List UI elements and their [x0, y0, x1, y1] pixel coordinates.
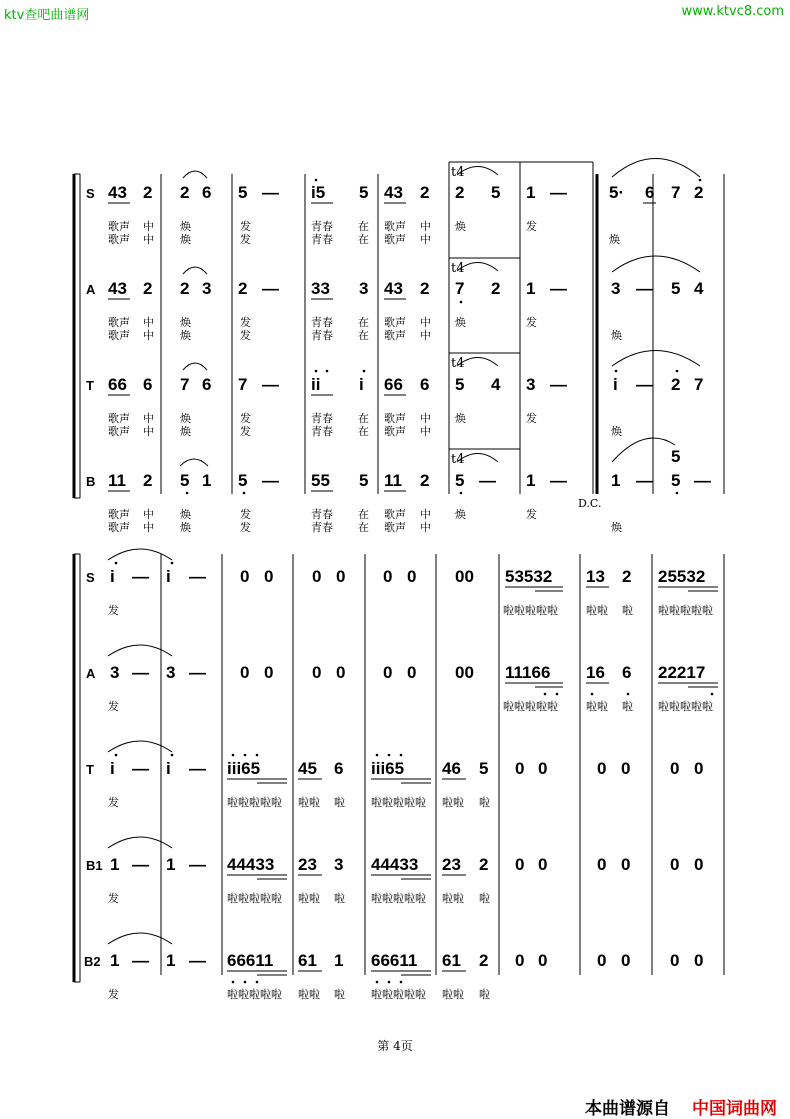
- note: —: [132, 951, 149, 970]
- note: 0: [538, 759, 548, 778]
- dc-marking: D.C.: [578, 497, 602, 510]
- note: 6: [622, 663, 632, 682]
- note: 5: [671, 279, 681, 298]
- note: 2: [479, 951, 489, 970]
- lyric: 发: [108, 893, 119, 905]
- note: 3: [526, 375, 536, 394]
- note: 2: [671, 375, 681, 394]
- lyric: 啦啦啦啦啦: [227, 893, 282, 905]
- lyric: 中: [143, 330, 154, 342]
- note: 5: [180, 471, 190, 490]
- note: 0: [597, 951, 607, 970]
- lyric: 啦啦: [586, 701, 608, 713]
- note: 0: [538, 951, 548, 970]
- note: 5: [491, 183, 501, 202]
- note: 3: [202, 279, 212, 298]
- note: 43: [384, 279, 403, 298]
- note: 33: [311, 279, 330, 298]
- note: 0: [383, 663, 393, 682]
- lyric: 发: [108, 701, 119, 713]
- lyric: 歌声: [384, 426, 406, 438]
- volta-marker: t4: [451, 356, 465, 371]
- note: 5: [455, 471, 465, 490]
- note: 3: [334, 855, 344, 874]
- note: 7: [671, 183, 681, 202]
- lyric: 发: [526, 221, 537, 233]
- lyric: 歌声: [384, 234, 406, 246]
- lyric: 啦啦: [298, 893, 320, 905]
- note: 1: [526, 183, 536, 202]
- source-site-name: 中国词曲网: [692, 1099, 777, 1119]
- note: 00: [455, 567, 474, 586]
- lyric: 焕: [455, 413, 466, 425]
- lyric: 焕: [180, 317, 191, 329]
- note: 2: [491, 279, 501, 298]
- note: 2: [455, 183, 465, 202]
- lyric: 中: [143, 234, 154, 246]
- lyric: 青春: [311, 234, 333, 246]
- note: 11: [108, 471, 126, 490]
- note: 0: [336, 567, 346, 586]
- note: 6: [202, 183, 212, 202]
- note: 43: [108, 183, 127, 202]
- note: 0: [515, 855, 525, 874]
- note: —: [550, 279, 567, 298]
- note: 46: [442, 759, 461, 778]
- note: 0: [621, 951, 631, 970]
- note: 66611: [227, 951, 274, 970]
- note: 45: [298, 759, 317, 778]
- lyric: 焕: [611, 522, 622, 534]
- note: 2: [143, 183, 153, 202]
- note: 1: [110, 951, 120, 970]
- voice-label: S: [86, 186, 95, 201]
- voice-label: A: [86, 282, 96, 297]
- note: 0: [240, 663, 250, 682]
- lyric: 青春: [311, 509, 333, 521]
- note: i: [166, 759, 171, 778]
- note: 2: [694, 183, 704, 202]
- lyric: 青春: [311, 413, 333, 425]
- note: iii65: [371, 759, 405, 778]
- note: —: [189, 663, 206, 682]
- lyric: 在: [358, 522, 369, 534]
- volta-marker: t4: [451, 452, 465, 467]
- lyric: 在: [358, 509, 369, 521]
- note: 0: [264, 663, 274, 682]
- lyric: 啦啦啦啦啦: [371, 797, 426, 809]
- note: —: [479, 471, 496, 490]
- note: 23: [442, 855, 461, 874]
- lyric: 发: [526, 317, 537, 329]
- note: i: [359, 375, 364, 394]
- lyric: 歌声: [384, 317, 406, 329]
- lyric: 歌声: [108, 426, 130, 438]
- note: —: [132, 759, 149, 778]
- note: 2: [143, 471, 153, 490]
- lyric: 啦啦啦啦啦: [371, 989, 426, 1001]
- lyric: 中: [143, 221, 154, 233]
- lyric: 焕: [611, 330, 622, 342]
- note: 55: [311, 471, 330, 490]
- note: 1: [611, 471, 621, 490]
- lyric: 发: [240, 221, 251, 233]
- note: 0: [407, 663, 417, 682]
- note: 66611: [371, 951, 418, 970]
- lyric: 青春: [311, 221, 333, 233]
- note: 0: [597, 759, 607, 778]
- note: 22217: [658, 663, 706, 682]
- lyric: 中: [420, 522, 431, 534]
- lyric: 中: [420, 221, 431, 233]
- note: 0: [264, 567, 274, 586]
- note: ii: [311, 375, 321, 394]
- lyric: 啦啦: [586, 605, 608, 617]
- note: 2: [238, 279, 248, 298]
- note: 2: [143, 279, 153, 298]
- lyric: 发: [108, 989, 119, 1001]
- note: 5: [238, 183, 248, 202]
- note: 0: [538, 855, 548, 874]
- note: 0: [383, 567, 393, 586]
- note: —: [636, 375, 653, 394]
- note: 6: [334, 759, 344, 778]
- note: 66: [384, 375, 403, 394]
- lyric: 发: [240, 330, 251, 342]
- lyric: 啦: [622, 701, 633, 713]
- note: i: [110, 567, 115, 586]
- note: 2: [420, 471, 430, 490]
- page-number: 第 4页: [377, 1039, 413, 1053]
- note: 43: [108, 279, 127, 298]
- lyric: 歌声: [108, 234, 130, 246]
- lyric: 啦啦啦啦啦: [658, 605, 713, 617]
- lyric: 发: [108, 605, 119, 617]
- note: 0: [670, 855, 680, 874]
- note: —: [189, 951, 206, 970]
- note: —: [262, 375, 279, 394]
- note: i: [613, 375, 618, 394]
- lyric: 在: [358, 413, 369, 425]
- lyric: 啦: [479, 893, 490, 905]
- note: 7: [455, 279, 465, 298]
- lyric: 啦啦啦啦啦: [371, 893, 426, 905]
- lyric: 焕: [609, 234, 620, 246]
- lyric: 焕: [180, 221, 191, 233]
- note: 5: [671, 447, 681, 466]
- lyric: 在: [358, 330, 369, 342]
- lyric: 发: [240, 413, 251, 425]
- note: 0: [240, 567, 250, 586]
- lyric: 在: [358, 234, 369, 246]
- note: 61: [442, 951, 461, 970]
- lyric: 歌声: [384, 330, 406, 342]
- note: 5: [359, 471, 369, 490]
- lyric: 焕: [455, 317, 466, 329]
- lyric: 歌声: [108, 522, 130, 534]
- note: 7: [238, 375, 248, 394]
- note: 5: [359, 183, 369, 202]
- note: 13: [586, 567, 605, 586]
- note: 0: [336, 663, 346, 682]
- note: 0: [670, 951, 680, 970]
- note: 53532: [505, 567, 553, 586]
- note: 11166: [505, 663, 551, 682]
- lyric: 发: [108, 797, 119, 809]
- volta-marker: t4: [451, 261, 465, 276]
- note: i5: [311, 183, 326, 202]
- note: 1: [526, 279, 536, 298]
- lyric: 发: [240, 234, 251, 246]
- note: 3: [359, 279, 369, 298]
- note: 5: [671, 471, 681, 490]
- lyric: 中: [143, 413, 154, 425]
- lyric: 歌声: [108, 509, 130, 521]
- note: 11: [384, 471, 402, 490]
- note: 6: [143, 375, 153, 394]
- lyric: 中: [143, 522, 154, 534]
- lyric: 啦: [622, 605, 633, 617]
- source-label: 本曲谱源自: [585, 1099, 670, 1119]
- note: 2: [420, 279, 430, 298]
- lyric: 在: [358, 221, 369, 233]
- lyric: 啦啦啦啦啦: [503, 701, 558, 713]
- lyric: 中: [420, 330, 431, 342]
- lyric: 啦啦: [298, 989, 320, 1001]
- note: —: [132, 663, 149, 682]
- lyric: 焕: [455, 509, 466, 521]
- lyric: 发: [526, 509, 537, 521]
- note: 1: [202, 471, 212, 490]
- lyric: 青春: [311, 522, 333, 534]
- note: 2: [479, 855, 489, 874]
- note: 5: [238, 471, 248, 490]
- lyric: 歌声: [108, 330, 130, 342]
- note: 0: [407, 567, 417, 586]
- note: 1: [166, 855, 176, 874]
- lyric: 歌声: [384, 509, 406, 521]
- note: 0: [694, 951, 704, 970]
- lyric: 发: [240, 426, 251, 438]
- note: 44433: [227, 855, 275, 874]
- lyric: 发: [240, 522, 251, 534]
- note: 2: [180, 183, 190, 202]
- lyric: 中: [143, 509, 154, 521]
- note: 6: [202, 375, 212, 394]
- note: —: [262, 471, 279, 490]
- lyric: 发: [240, 509, 251, 521]
- note: 5: [479, 759, 489, 778]
- note: 7: [694, 375, 704, 394]
- note: 25532: [658, 567, 706, 586]
- note: i: [110, 759, 115, 778]
- note: iii65: [227, 759, 261, 778]
- lyric: 青春: [311, 317, 333, 329]
- note: 0: [621, 759, 631, 778]
- note: 0: [621, 855, 631, 874]
- note: 3: [166, 663, 176, 682]
- lyric: 中: [420, 317, 431, 329]
- voice-label: T: [86, 378, 94, 393]
- lyric: 焕: [180, 413, 191, 425]
- lyric: 啦啦啦啦啦: [503, 605, 558, 617]
- lyric: 啦: [479, 797, 490, 809]
- lyric: 啦啦啦啦啦: [227, 797, 282, 809]
- note: 5: [455, 375, 465, 394]
- voice-label: B1: [86, 858, 103, 873]
- voice-label: S: [86, 570, 95, 585]
- note: 3: [611, 279, 621, 298]
- note: 61: [298, 951, 317, 970]
- note: 16: [586, 663, 605, 682]
- lyric: 中: [143, 426, 154, 438]
- note: 6: [645, 183, 655, 202]
- site-watermark-right: www.ktvc8.com: [681, 4, 784, 19]
- note: —: [132, 567, 149, 586]
- note: 1: [166, 951, 176, 970]
- note: 4: [491, 375, 501, 394]
- note: 2: [180, 279, 190, 298]
- lyric: 歌声: [108, 317, 130, 329]
- voice-label: B: [86, 474, 96, 489]
- lyric: 焕: [180, 509, 191, 521]
- note: 2: [420, 183, 430, 202]
- note: 2: [622, 567, 632, 586]
- lyric: 焕: [180, 426, 191, 438]
- lyric: 啦啦啦啦啦: [227, 989, 282, 1001]
- lyric: 啦: [334, 797, 345, 809]
- lyric: 歌声: [108, 221, 130, 233]
- lyric: 啦啦: [442, 797, 464, 809]
- lyric: 在: [358, 317, 369, 329]
- voice-label: A: [86, 666, 96, 681]
- lyric: 发: [526, 413, 537, 425]
- note: 43: [384, 183, 403, 202]
- note: 0: [515, 951, 525, 970]
- note: —: [694, 471, 711, 490]
- lyric: 啦啦: [442, 893, 464, 905]
- note: 0: [312, 567, 322, 586]
- lyric: 焕: [180, 522, 191, 534]
- lyric: 歌声: [384, 221, 406, 233]
- site-watermark-left: ktv查吧曲谱网: [4, 8, 90, 23]
- lyric: 歌声: [108, 413, 130, 425]
- lyric: 青春: [311, 426, 333, 438]
- note: 66: [108, 375, 127, 394]
- note: —: [189, 567, 206, 586]
- lyric: 啦: [479, 989, 490, 1001]
- voice-label: T: [86, 762, 94, 777]
- lyric: 中: [143, 317, 154, 329]
- note: 1: [526, 471, 536, 490]
- note: 0: [515, 759, 525, 778]
- note: 23: [298, 855, 317, 874]
- note: —: [550, 183, 567, 202]
- note: 00: [455, 663, 474, 682]
- note: —: [189, 759, 206, 778]
- note: —: [132, 855, 149, 874]
- note: 4: [694, 279, 704, 298]
- lyric: 中: [420, 426, 431, 438]
- note: 7: [180, 375, 190, 394]
- lyric: 啦: [334, 893, 345, 905]
- note: 3: [110, 663, 120, 682]
- note: 1: [110, 855, 120, 874]
- system1-dots: [186, 179, 702, 495]
- lyric: 焕: [455, 221, 466, 233]
- lyric: 歌声: [384, 522, 406, 534]
- lyric: 焕: [180, 234, 191, 246]
- lyric: 啦啦: [442, 989, 464, 1001]
- note: 6: [420, 375, 430, 394]
- lyric: 歌声: [384, 413, 406, 425]
- note: 44433: [371, 855, 419, 874]
- lyric: 啦啦啦啦啦: [658, 701, 713, 713]
- note: 0: [597, 855, 607, 874]
- lyric: 啦啦: [298, 797, 320, 809]
- lyric: 发: [240, 317, 251, 329]
- note: 0: [670, 759, 680, 778]
- lyric: 中: [420, 234, 431, 246]
- lyric: 焕: [180, 330, 191, 342]
- note: 5·: [609, 183, 625, 202]
- lyric: 青春: [311, 330, 333, 342]
- lyric: 中: [420, 509, 431, 521]
- note: —: [550, 375, 567, 394]
- voice-label: B2: [84, 954, 101, 969]
- note: 0: [694, 759, 704, 778]
- lyric: 焕: [611, 426, 622, 438]
- volta-marker: t4: [451, 165, 465, 180]
- lyric: 在: [358, 426, 369, 438]
- note: i: [166, 567, 171, 586]
- note: —: [636, 279, 653, 298]
- note: —: [636, 471, 653, 490]
- lyric: 中: [420, 413, 431, 425]
- note: —: [550, 471, 567, 490]
- note: —: [189, 855, 206, 874]
- note: 0: [312, 663, 322, 682]
- note: —: [262, 279, 279, 298]
- lyric: 啦: [334, 989, 345, 1001]
- note: 1: [334, 951, 344, 970]
- note: 0: [694, 855, 704, 874]
- note: —: [262, 183, 279, 202]
